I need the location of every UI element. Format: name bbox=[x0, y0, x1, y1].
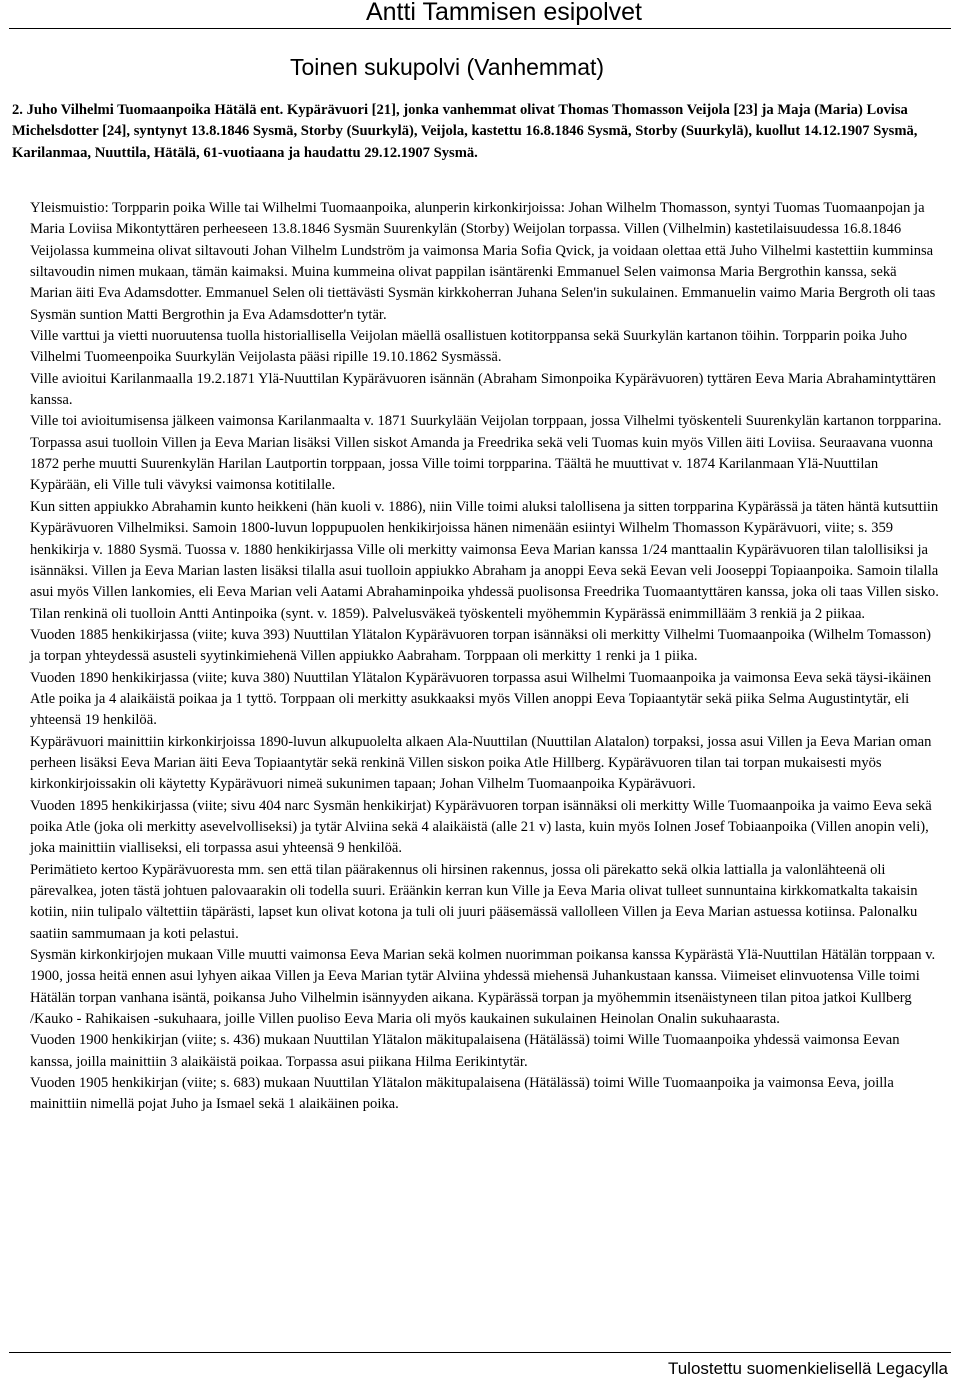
notes-paragraph: Vuoden 1885 henkikirjassa (viite; kuva 393) Nuuttilan Ylätalon Kypärävuoren torpan isännäksi oli merkitty Vilhelmi Tuomaanpoika (Wilhelm Tomasson) ja torpan yhteydessä asusteli syytinkimiehenä Villen appiukko Aabraham. Torppaan oli merkitty 1 renki ja 1 piika. bbox=[30, 626, 932, 665]
notes-paragraph: Perimätieto kertoo Kypärävuoresta mm. sen että tilan päärakennus oli hirsinen rakennus, jossa oli pärekatto sekä olkia lattialla ja valonlähteenä oli pärevalkea, joten tästä johtuen palovaarakin oli todella suuri. Eräänkin kerran kun Ville ja Eeva Maria olivat tulleet sunnuntaina kirkkomatkalta takaisin kotiin, niin tulipalo vältettiin täpärästi, lapset kun olivat kotona ja tuli oli juuri pääsemässä vallolleen Villen ja Eeva Marian astuessa kotiinsa. Palonalku saatiin sammumaan ja koti pelastui. bbox=[30, 861, 918, 942]
notes-paragraph: Ville avioitui Karilanmaalla 19.2.1871 Ylä-Nuuttilan Kypärävuoren isännän (Abraham Simonpoika Kypärävuoren) tyttären Eeva Maria Abrahamintyttären kanssa. bbox=[30, 370, 936, 409]
footer-divider bbox=[9, 1352, 951, 1353]
notes-paragraph: Sysmän kirkonkirjojen mukaan Ville muutti vaimonsa Eeva Marian sekä kolmen nuorimman poikansa kanssa Kypärästä Ylä-Nuuttilan Hätälän torppaan v. 1900, jossa heitä ennen asui lyhyen aikaa Villen ja Eeva Marian tytär Alviina yhdessä miehensä Juhankustaan kanssa. Viimeiset elinvuotensa Ville toimi Hätälän torpan vanhana isäntä, poikansa Juho Vilhelmin isännyyden aikana. Kypärässä torpan ja myöhemmin itsenäistyneen tilan pitoa jatkoi Kullberg /Kauko - Rahikaisen -sukuhaara, joille Villen puoliso Eeva Maria oli myös kaukainen sukulainen Heinolan Onalin sukuhaarasta. bbox=[30, 947, 936, 1028]
notes-paragraph: Ville varttui ja vietti nuoruutensa tuolla historiallisella Veijolan mäellä osallistuen kotitorppansa sekä Suurkylän kartanon töihin. Torpparin poika Juho Vilhelmi Tuomeenpoika Suurkylän Veijolasta pääsi ripille 19.10.1862 Sysmässä. bbox=[30, 328, 908, 366]
notes-paragraph: Yleismuistio: Torpparin poika Wille tai Wilhelmi Tuomaanpoika, alunperin kirkonkirjoissa: Johan Wilhelm Thomasson, syntyi Tuomas Tuomaanpojan ja Maria Loviisa Mikontyttären perheeseen 13.8.1846 Sysmän Suurenkylän (Storby) Weijolan torpassa. Villen (Vilhelmin) kastetilaisuudessa 16.8.1846 Veijolassa kummeina olivat siltavouti Johan Vilhelm Lundström ja vaimonsa Maria Sofia Qvick, ja voidaan olettaa että Juho Vilhelmi kastettiin kumminsa siltavoudin nimen mukaan, tämän kaimaksi. Muina kummeina olivat pappilan isäntärenki Emmanuel Selen vaimonsa Maria Bergrothin kanssa, sekä Marian äiti Eva Adamsdotter. Emmanuel Selen oli tiettävästi Sysmän kirkkoherran Juhana Selen'in sukulainen. Emmanuelin vaimo Maria Bergroth oli taas Sysmän suntion Matti Bergrothin ja Eva Adamsdotter'n tytär. bbox=[30, 200, 936, 323]
generation-title: Toinen sukupolvi (Vanhemmat) bbox=[290, 54, 605, 80]
notes-paragraph: Kypärävuori mainittiin kirkonkirjoissa 1890-luvun alkupuolelta alkaen Ala-Nuuttilan (Nuuttilan Alatalon) torpaksi, jossa asui Villen ja Eeva Marian oman perheen lisäksi Eeva Marian äiti Eeva Topiaantytär sekä renkinä Villen siskon poika Atle Hillberg. Kypärävuoren tilan tai torpan mukaisesti myös kirkonkirjoissakin oli käytetty Kypärävuori nimeä sukunimen tapaan; Johan Vilhelm Tuomaanpoika Kypärävuori. bbox=[30, 733, 932, 793]
page-header-title: Antti Tammisen esipolvet bbox=[365, 0, 642, 26]
notes-paragraph: Kun sitten appiukko Abrahamin kunto heikkeni (hän kuoli v. 1886), niin Ville toimi aluksi talollisena ja sitten torpparina Kypärässä ja täten häntä kutsuttiin Kypärävuoren Vilhelmiksi. Samoin 1800-luvun loppupuolen henkikirjoissa hänen nimenään esiintyi Wilhelm Thomasson Kypärävuori, viite; s. 359 henkikirja v. 1880 Sysmä. Tuossa v. 1880 henkikirjassa Ville oli merkitty vaimonsa Eeva Marian kanssa 1/24 manttaalin Kypärävuoren tilan talollisiksi ja isännäksi. Villen ja Eeva Marian lasten lisäksi tilalla asui tuolloin appiukko Abraham ja anoppi Eeva sekä Eevan veli Jooseppi Topiaanpoika. Samoin tilalla asui myös Villen lankomies, eli Eeva Marian veli Aatami Abrahaminpoika yhdessä puolisonsa Freedrika Tuomaantyttären kanssa, joka oli taas Villen sisko. Tilan renkinä oli tuolloin Antti Antinpoika (synt. v. 1859). Palvelusväkeä työskenteli myöhemmin Kypärässä enimmillääm 3 renkiä ja 2 piikaa. bbox=[30, 498, 939, 622]
notes-paragraph: Vuoden 1895 henkikirjassa (viite; sivu 404 narc Sysmän henkikirjat) Kypärävuoren torpan isännäksi oli merkitty Wille Tuomaanpoika ja vaimo Eeva sekä poika Atle (joka oli merkitty asevelvolliseksi) ja tytär Alviina sekä 4 alaikäistä (alle 21 v) lasta, kuin myös Iolnen Josef Tobiaanpoika (Villen anopin veli), joka mainittiin vialliseksi, eli torpassa asui yhteensä 9 henkilöä. bbox=[30, 797, 932, 857]
page-footer: Tulostettu suomenkielisellä Legacylla bbox=[667, 1359, 948, 1378]
notes-paragraph: Vuoden 1900 henkikirjan (viite; s. 436) mukaan Nuuttilan Ylätalon mäkitupalaisena (Hätälässä) toimi Wille Tuomaanpoika yhdessä vaimonsa Eevan kanssa, joilla mainittiin 3 alaikäistä poikaa. Torpassa asui piikana Hilma Eerikintytär. bbox=[30, 1032, 900, 1070]
header-divider bbox=[9, 28, 951, 29]
general-notes bbox=[30, 198, 942, 1116]
notes-paragraph: Ville toi avioitumisensa jälkeen vaimonsa Karilanmaalta v. 1871 Suurkylään Veijolan torppaan, jossa Vilhelmi työskenteli Suurenkylän kartanon torpparina. Torpassa asui tuolloin Villen ja Eeva Marian lisäksi Villen siskot Amanda ja Freedrika sekä veli Tuomas kuin myös Villen äiti Loviisa. Seuraavana vuonna 1872 perhe muutti Suurenkylän Harilan Lautportin torppaan, jossa Ville toimi torpparina. Täältä he muuttivat v. 1874 Karilanmaan Ylä-Nuuttilan Kypärään, eli Ville tuli vävyksi vaimonsa kotitilalle. bbox=[30, 413, 942, 494]
notes-paragraph: Vuoden 1890 henkikirjassa (viite; kuva 380) Nuuttilan Ylätalon Kypärävuoren torpassa asui Wilhelmi Tuomaanpoika ja vaimonsa Eeva sekä täysi-ikäinen Atle poika ja 4 alaikäistä poikaa ja 1 tyttö. Torppaan oli merkitty asukkaaksi myös Villen anoppi Eeva Topiaantytär sekä piika Selma Augustintytär, eli yhteensä 19 henkilöä. bbox=[30, 669, 932, 729]
person-entry: 2. Juho Vilhelmi Tuomaanpoika Hätälä ent. Kypärävuori [21], jonka vanhemmat olivat Thomas Thomasson Veijola [23] ja Maja (Maria) Lovisa Michelsdotter [24], syntynyt 13.8.1846 Sysmä, Storby (Suurkylä), Veijola, kastettu 16.8.1846 Sysmä, Storby (Suurkylä), kuollut 14.12.1907 Sysmä, Karilanmaa, Nuuttila, Hätälä, 61-vuotiaana ja haudattu 29.12.1907 Sysmä. bbox=[12, 102, 918, 161]
notes-paragraph: Vuoden 1905 henkikirjan (viite; s. 683) mukaan Nuuttilan Ylätalon mäkitupalaisena (Hätälässä) toimi Wille Tuomaanpoika ja vaimonsa Eeva, joilla mainittiin nimellä pojat Juho ja Ismael sekä 1 alaikäinen poika. bbox=[30, 1075, 894, 1113]
